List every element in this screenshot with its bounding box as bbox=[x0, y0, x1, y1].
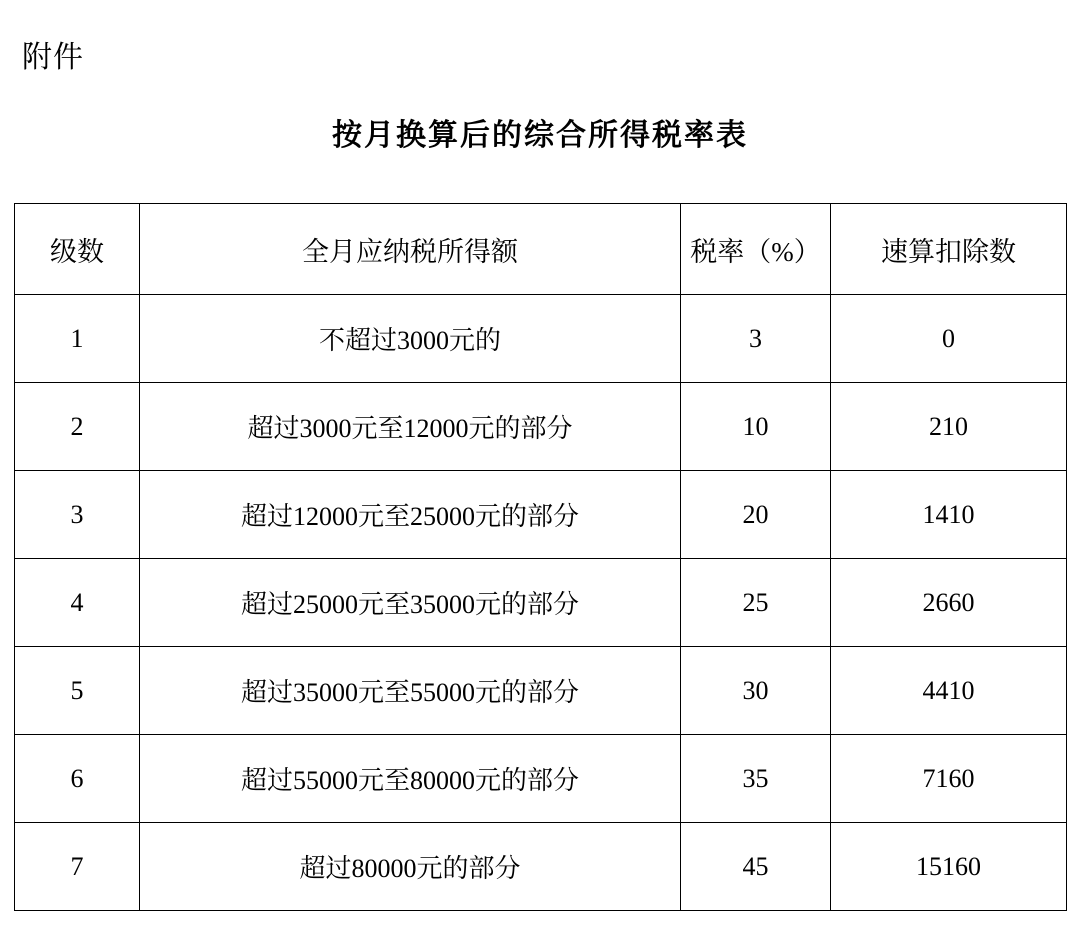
cell-level: 7 bbox=[15, 823, 140, 911]
column-header-income: 全月应纳税所得额 bbox=[140, 204, 681, 295]
cell-level: 6 bbox=[15, 735, 140, 823]
cell-rate: 35 bbox=[681, 735, 831, 823]
cell-level: 1 bbox=[15, 295, 140, 383]
cell-level: 5 bbox=[15, 647, 140, 735]
cell-income: 超过25000元至35000元的部分 bbox=[140, 559, 681, 647]
cell-deduction: 15160 bbox=[831, 823, 1067, 911]
cell-level: 3 bbox=[15, 471, 140, 559]
table-row bbox=[15, 735, 1067, 823]
cell-deduction: 7160 bbox=[831, 735, 1067, 823]
column-header-level: 级数 bbox=[15, 204, 140, 295]
page-title: 按月换算后的综合所得税率表 bbox=[332, 118, 748, 153]
cell-rate: 10 bbox=[681, 383, 831, 471]
cell-deduction: 1410 bbox=[831, 471, 1067, 559]
cell-deduction: 2660 bbox=[831, 559, 1067, 647]
table-row bbox=[15, 471, 1067, 559]
cell-income: 超过12000元至25000元的部分 bbox=[140, 471, 681, 559]
table-row bbox=[15, 559, 1067, 647]
table-row bbox=[15, 823, 1067, 911]
cell-rate: 30 bbox=[681, 647, 831, 735]
cell-level: 4 bbox=[15, 559, 140, 647]
cell-rate: 25 bbox=[681, 559, 831, 647]
cell-income: 超过55000元至80000元的部分 bbox=[140, 735, 681, 823]
column-header-rate: 税率（%） bbox=[681, 204, 831, 295]
cell-income: 不超过3000元的 bbox=[140, 295, 681, 383]
attachment-label: 附件 bbox=[22, 40, 84, 75]
cell-deduction: 0 bbox=[831, 295, 1067, 383]
cell-deduction: 4410 bbox=[831, 647, 1067, 735]
table-header-row bbox=[15, 204, 1067, 295]
cell-rate: 3 bbox=[681, 295, 831, 383]
table-row bbox=[15, 295, 1067, 383]
table-row bbox=[15, 383, 1067, 471]
cell-income: 超过35000元至55000元的部分 bbox=[140, 647, 681, 735]
cell-income: 超过80000元的部分 bbox=[140, 823, 681, 911]
tax-rate-table bbox=[14, 203, 1067, 911]
cell-deduction: 210 bbox=[831, 383, 1067, 471]
column-header-deduction: 速算扣除数 bbox=[831, 204, 1067, 295]
table-row bbox=[15, 647, 1067, 735]
cell-rate: 45 bbox=[681, 823, 831, 911]
cell-rate: 20 bbox=[681, 471, 831, 559]
cell-income: 超过3000元至12000元的部分 bbox=[140, 383, 681, 471]
cell-level: 2 bbox=[15, 383, 140, 471]
